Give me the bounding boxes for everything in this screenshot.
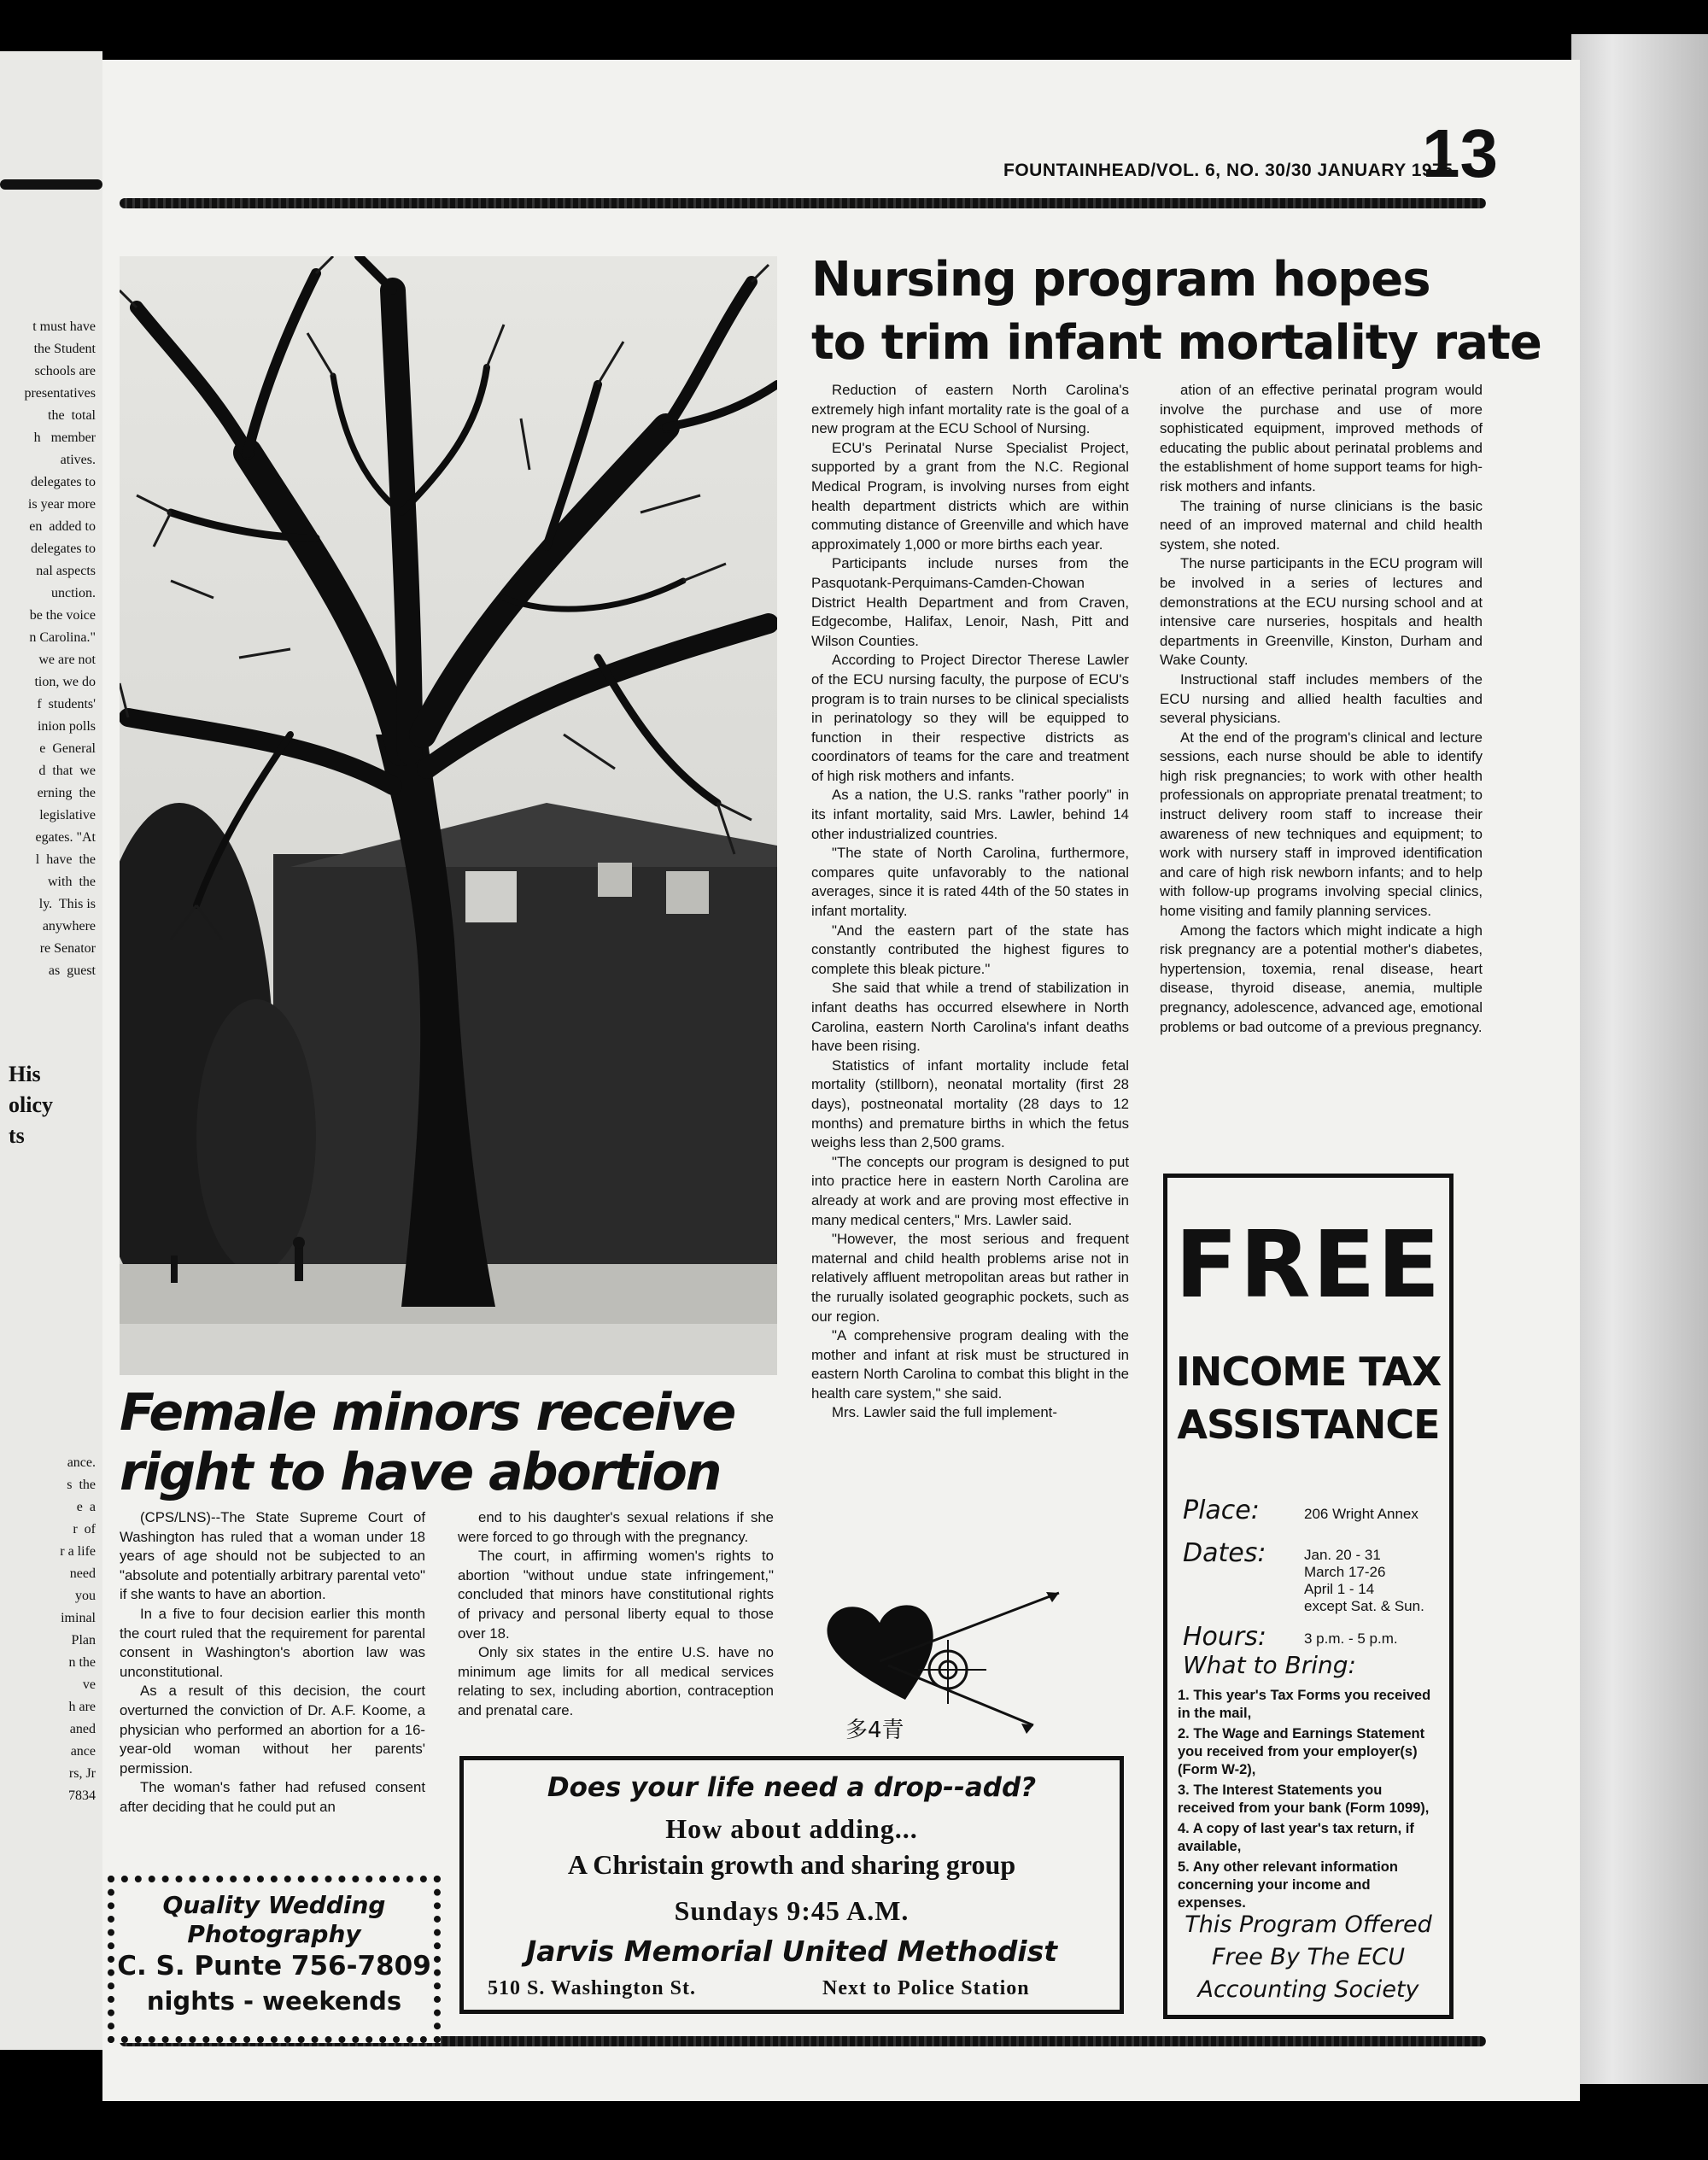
closing-line: This Program Offered — [1184, 1911, 1432, 1938]
left-page-fragment: erning the — [37, 786, 96, 800]
left-page-fragment: be the voice — [29, 608, 96, 623]
church-location: Next to Police Station — [822, 1977, 1030, 1999]
ad-closing-text — [1167, 1909, 1449, 2006]
left-page-fragment: n the — [68, 1655, 96, 1670]
nursing-article-column-1 — [811, 381, 1129, 1423]
artist-signature: 多4青 — [845, 1718, 904, 1743]
left-page-fragment: t must have — [32, 319, 96, 334]
nursing-paragraph: Mrs. Lawler said the full implement- — [832, 1404, 1057, 1421]
dates-label: Dates: — [1183, 1538, 1266, 1568]
left-page-fragment: en added to — [29, 519, 96, 534]
left-page-heading-line: ts — [9, 1123, 25, 1148]
tree-photo-graphic — [120, 256, 777, 1375]
nursing-paragraph: At the end of the program's clinical and lecture sessions, each nurse should be able to identify high risk pregnancies; to work with other health professionals on appropriate prenatal treatment; to instruct delivery room staff to increase their awareness of new techniques and equipment; to work with nursery staff in improved identification and care of high risk newborn infants; and to help with follow-up programs involving special clinics, home visiting and family planning services. — [1160, 729, 1483, 920]
nursing-paragraph: Participants include nurses from the Pasquotank-Perquimans-Camden-Chowan District Health Department and from Craven, Edgecombe, Halifax, Lenoir, Nash, Pitt and Wilson Counties. — [811, 555, 1129, 649]
abortion-headline-line1: Female minors receive — [120, 1383, 735, 1443]
left-page-lower-fragments — [0, 1452, 96, 1807]
bring-item: 5. Any other relevant information concerning your income and expenses. — [1178, 1859, 1398, 1911]
dates-values — [1304, 1547, 1424, 1615]
left-page-fragment: h member — [33, 430, 96, 445]
nursing-paragraph: As a nation, the U.S. ranks "rather poorly" in its infant mortality, said Mrs. Lawler, behind 14 other industrialized countries. — [811, 787, 1129, 842]
abortion-article-column-1 — [120, 1508, 425, 1818]
place-value: 206 Wright Annex — [1304, 1506, 1418, 1522]
free-income-tax-ad — [1163, 1174, 1454, 2019]
nursing-paragraph: She said that while a trend of stabilization in infant deaths has occurred elsewhere in North Carolina, eastern North Carolina's infant deaths have been rising. — [811, 980, 1129, 1055]
church-address: 510 S. Washington St. — [488, 1977, 696, 1999]
date-range: Jan. 20 - 31 — [1304, 1547, 1381, 1563]
left-page-fragment: r a life — [60, 1544, 96, 1559]
left-page-fragment: delegates to — [31, 475, 96, 489]
left-facing-page — [0, 51, 102, 2050]
left-page-fragment: presentatives — [24, 386, 96, 401]
heart-arrow-artwork — [803, 1580, 1110, 1751]
left-page-fragment: the Student — [33, 342, 96, 356]
nursing-headline-line2: to trim infant mortality rate — [811, 315, 1541, 371]
left-page-fragment: iminal — [61, 1611, 96, 1625]
place-label: Place: — [1183, 1496, 1260, 1525]
left-page-fragment: h are — [68, 1700, 96, 1714]
left-page-fragment: the total — [48, 408, 96, 423]
date-range: March 17-26 — [1304, 1564, 1386, 1580]
closing-line: Free By The ECU — [1212, 1944, 1405, 1970]
free-title: FREE — [1174, 1212, 1442, 1319]
left-page-fragment: egates. "At — [35, 830, 96, 845]
church-ad-line3: A Christain growth and sharing group — [567, 1849, 1016, 1880]
left-page-fragment: Plan — [67, 1633, 96, 1648]
left-page-fragment: aned — [69, 1722, 96, 1736]
church-ad-question: Does your life need a drop--add? — [547, 1772, 1037, 1803]
wedding-ad-phone: C. S. Punte 756-7809 — [117, 1951, 431, 1981]
nursing-headline-line1: Nursing program hopes — [811, 252, 1430, 307]
church-ad-line2: How about adding... — [665, 1813, 918, 1844]
top-wavy-rule — [120, 198, 1486, 208]
nursing-paragraph: Among the factors which might indicate a high risk pregnancy are a potential mother's diabetes, hypertension, toxemia, renal disease, heart disease, thyroid disease, anemia, multiple pregnancy, adolescence, advanced age, emotional problems or bad outcome of a previous pregnancy. — [1160, 922, 1483, 1035]
page-number: 13 — [1422, 115, 1498, 191]
left-page-fragment: s the — [67, 1478, 96, 1492]
wedding-photography-ad — [108, 1876, 441, 2043]
bring-item: 2. The Wage and Earnings Statement you received from your employer(s) (Form W-2), — [1178, 1726, 1425, 1777]
left-page-fragment: d that we — [38, 764, 96, 778]
left-page-fragment: 7834 — [68, 1788, 96, 1803]
left-page-fragment: r of — [73, 1522, 96, 1537]
left-page-fragment: as guest — [48, 963, 96, 978]
left-page-fragment: delegates to — [31, 541, 96, 556]
left-page-fragment: unction. — [51, 586, 96, 600]
abortion-paragraph: As a result of this decision, the court overturned the conviction of Dr. A.F. Koome, a physician who performed an abortion for a 16-year-old woman without her parents' permission. — [120, 1683, 425, 1777]
abortion-paragraph: The woman's father had refused consent after deciding that he could put an — [120, 1779, 425, 1815]
left-page-fragment: is year more — [27, 497, 96, 512]
church-ad-time: Sundays 9:45 A.M. — [674, 1895, 910, 1926]
left-page-fragment: tion, we do — [34, 675, 96, 689]
income-tax-title: INCOME TAX — [1175, 1349, 1442, 1395]
abortion-paragraph: end to his daughter's sexual relations if she were forced to go through with the pregnancy. — [458, 1509, 774, 1545]
binding-edge — [1571, 34, 1708, 2084]
left-page-fragment: schools are — [34, 364, 96, 378]
assistance-title: ASSISTANCE — [1177, 1402, 1440, 1448]
date-range: except Sat. & Sun. — [1304, 1598, 1424, 1614]
nursing-paragraph: ECU's Perinatal Nurse Specialist Project, supported by a grant from the N.C. Regional Medical Program, is involving nurses from eight health department districts which are within commuting distance of Greenville and which have approximately 1,000 or more births each year. — [811, 439, 1129, 553]
left-page-heading-line: His — [9, 1062, 41, 1086]
nursing-paragraph: The training of nurse clinicians is the basic need of an improved maternal and child health system, she noted. — [1160, 497, 1483, 553]
nursing-paragraph: "However, the most serious and frequent maternal and child health problems arise not in relatively affluent metropolitan areas but rather in the rurually isolated geographic pockets, such as our region. — [811, 1231, 1129, 1325]
masthead-line: FOUNTAINHEAD/VOL. 6, NO. 30/30 JANUARY 1975 — [1003, 161, 1454, 180]
left-page-fragment: legislative — [39, 808, 96, 822]
left-page-fragment: with the — [48, 875, 96, 889]
church-ad — [459, 1756, 1124, 2014]
bring-item: 1. This year's Tax Forms you received in the mail, — [1178, 1688, 1431, 1721]
left-page-fragment: n Carolina." — [29, 630, 96, 645]
left-page-fragment: you — [75, 1589, 96, 1603]
left-page-heading — [9, 1059, 53, 1151]
left-page-fragment: f students' — [37, 697, 96, 711]
left-page-fragment: need — [62, 1566, 96, 1581]
nursing-paragraph: ation of an effective perinatal program would involve the purchase and use of more sophisticated equipment, improved methods of educating the public about perinatal problems and the establishment of home support teams for high-risk mothers and infants. — [1160, 382, 1483, 495]
left-page-fragment: e General — [39, 741, 96, 756]
left-page-fragment: re Senator — [39, 941, 96, 956]
nursing-paragraph: "A comprehensive program dealing with the mother and infant at risk must be structured in eastern North Carolina to combat this blight in the health care system," she said. — [811, 1327, 1129, 1402]
left-page-fragment: inion polls — [37, 719, 96, 734]
nursing-paragraph: "And the eastern part of the state has constantly contributed the highest figures to complete this bleak picture." — [811, 922, 1129, 977]
left-page-wavy-rule — [0, 179, 102, 190]
left-page-fragment: ly. This is — [38, 897, 96, 911]
abortion-paragraph: Only six states in the entire U.S. have no minimum age limits for all medical services relating to sex, including abortion, contraception and prenatal care. — [458, 1644, 774, 1718]
nursing-paragraph: According to Project Director Therese Lawler of the ECU nursing faculty, the purpose of ECU's program is to train nurses to be clinical specialists in perinatology so they will be equipped to function in their respective districts as coordinators of teams for the care and treatment of high risk mothers and infants. — [811, 652, 1129, 784]
hours-label: Hours: — [1183, 1622, 1266, 1652]
abortion-headline-line2: right to have abortion — [120, 1443, 721, 1502]
nursing-paragraph: Statistics of infant mortality include fetal mortality (stillborn), neonatal mortality (first 28 days), postneonatal mortality (28 days to 12 months) and premature births in which the fetus weighs less than 2,500 grams. — [811, 1057, 1129, 1151]
abortion-article-column-2 — [458, 1508, 774, 1721]
left-page-fragment: l have the — [35, 852, 96, 867]
abortion-paragraph: (CPS/LNS)--The State Supreme Court of Washington has ruled that a woman under 18 years of age should not be subjected to an "absolute and potentially arbitrary parental veto" if she wants to have an abortion. — [120, 1509, 425, 1603]
what-to-bring-label: What to Bring: — [1183, 1651, 1356, 1679]
church-name: Jarvis Memorial United Methodist — [525, 1935, 1058, 1968]
hours-value: 3 p.m. - 5 p.m. — [1304, 1630, 1398, 1647]
nursing-paragraph: "The concepts our program is designed to put into practice here in eastern North Carolina are already at work and are proving most effective in many medical centers," Mrs. Lawler said. — [811, 1153, 1129, 1228]
bring-item: 4. A copy of last year's tax return, if available, — [1178, 1821, 1414, 1854]
wedding-ad-hours: nights - weekends — [146, 1987, 402, 2016]
left-page-fragment: atives. — [60, 453, 96, 467]
what-to-bring-list — [1178, 1687, 1439, 1915]
wedding-ad-line1: Quality Wedding — [162, 1891, 386, 1919]
nursing-paragraph: The nurse participants in the ECU program will be involved in a series of lectures and demonstrations at the ECU nursing school and at intensive care nurseries, hospitals and health departments in Greenville, Kinston, Durham and Wake County. — [1160, 555, 1483, 669]
left-page-fragment: we are not — [38, 653, 96, 667]
bring-item: 3. The Interest Statements you received from your bank (Form 1099), — [1178, 1782, 1430, 1816]
abortion-paragraph: The court, in affirming women's rights to abortion "without undue state infringement," concluded that minors have constitutional rights of privacy and personal liberty equal to those over 18. — [458, 1548, 774, 1642]
closing-line: Accounting Society — [1197, 1976, 1419, 2003]
left-page-text-fragments — [0, 316, 96, 982]
left-page-fragment: anywhere — [42, 919, 96, 934]
left-page-fragment: rs, Jr — [68, 1766, 96, 1781]
left-page-fragment: e a — [76, 1500, 96, 1514]
left-page-heading-line: olicy — [9, 1092, 53, 1117]
nursing-paragraph: "The state of North Carolina, furthermore, compares quite unfavorably to the national averages, since it is rated 44th of the 50 states in infant mortality. — [811, 845, 1129, 920]
tree-photograph — [120, 256, 777, 1375]
left-page-fragment: ance. — [67, 1455, 96, 1470]
date-range: April 1 - 14 — [1304, 1581, 1375, 1597]
nursing-article-column-2 — [1160, 381, 1483, 1037]
wedding-ad-line2: Photography — [187, 1920, 361, 1948]
nursing-paragraph: Instructional staff includes members of the ECU nursing and allied health faculties and several physicians. — [1160, 670, 1483, 727]
left-page-fragment: nal aspects — [36, 564, 96, 578]
abortion-paragraph: In a five to four decision earlier this month the court ruled that the requirement for parental consent in Washington's abortion law was unconstitutional. — [120, 1605, 425, 1680]
nursing-paragraph: Reduction of eastern North Carolina's extremely high infant mortality rate is the goal of a new program at the ECU School of Nursing. — [811, 382, 1129, 437]
left-page-fragment: ance — [70, 1744, 96, 1759]
left-page-fragment: ve — [82, 1677, 96, 1692]
